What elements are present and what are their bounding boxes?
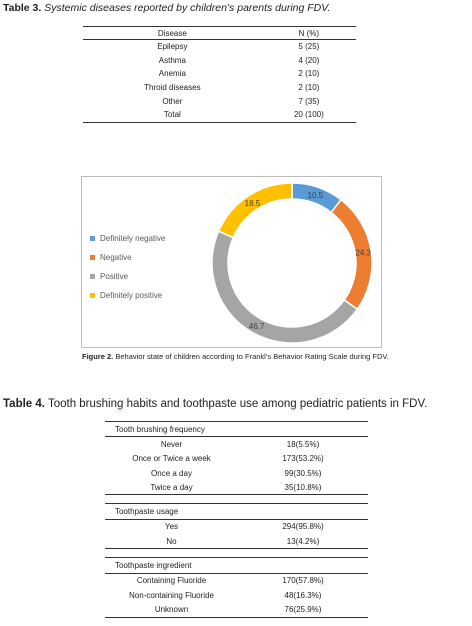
table4-cell: 18(5.5%) [286,439,320,449]
table4-section-header [105,558,368,573]
section-title: Toothpaste ingredient [105,558,238,573]
slice-data-label: 46.7 [248,321,265,331]
table4-caption-text: Tooth brushing habits and toothpaste use among pediatric patients in FDV. [44,398,428,410]
table4-cell: 76(25.9%) [238,602,368,617]
table4-cell: 99(30.5%) [284,468,322,478]
table3-cell: 5 (25) [298,42,320,52]
table4-cell: Once or Twice a week [132,454,211,464]
table3 [83,26,356,123]
table4-cell: Twice a day [105,480,238,495]
table3-cell: Asthma [158,55,186,65]
table4-cell: 48(16.3%) [284,590,322,600]
table-row [105,602,368,617]
table4-cell: No [105,534,238,549]
table-row [105,466,368,480]
table4-cell: Never [160,439,183,449]
table4-cell: 173(53.2%) [282,454,324,464]
legend-label: Definitely positive [100,291,163,300]
table4-cell: Unknown [105,602,238,617]
table4-cell: Yes [164,522,179,532]
table3-header-disease: Disease [83,27,262,40]
table-row [83,94,356,108]
table-row [105,519,368,534]
table4-caption [3,398,427,410]
slice-data-label: 18.5 [244,198,261,208]
figure2-chart [81,176,382,348]
table4-caption-label: Table 4. [3,398,45,410]
table3-caption [3,2,330,14]
table3-cell: Total [83,108,262,122]
section-title: Toothpaste usage [105,504,238,519]
table-row [105,534,368,549]
figure2-caption-label: Figure 2. [82,352,114,361]
table3-caption-label: Table 3. [3,2,42,14]
table-row [105,437,368,452]
table4-cell: Containing Fluoride [136,576,207,586]
legend-label: Definitely negative [100,234,166,243]
table4-cell: Once a day [151,468,192,478]
table-row [105,480,368,495]
table3-cell: 7 (35) [298,96,320,106]
table-row [83,40,356,54]
table-row [83,54,356,68]
doughnut-slice [212,231,357,343]
figure2-caption-text: Behavior state of children according to Frankl’s Behavior Rating Scale during FDV. [113,352,389,361]
table4-cell: Non-containing Fluoride [129,590,214,600]
table4-section-header [105,504,368,519]
table-row [83,67,356,81]
table4-section-header [105,422,368,437]
table3-cell: Throid diseases [144,83,201,93]
legend-label: Negative [100,253,132,262]
slice-data-label: 10.5 [307,190,324,200]
figure2-caption [82,352,389,361]
table3-header-row [83,27,356,40]
table3-cell: 20 (100) [262,108,356,122]
table4-cell: 170(57.8%) [282,576,324,586]
table3-cell: Other [162,96,183,106]
table4 [105,421,368,618]
table3-cell: 4 (20) [298,55,320,65]
legend-label: Positive [100,272,129,281]
table3-cell: 2 (10) [298,69,320,79]
table3-cell: Anemia [158,69,186,79]
table4-cell: 294(95.8%) [282,522,324,532]
slice-data-label: 24.3 [355,248,372,258]
doughnut-chart [82,177,381,347]
doughnut-slice [219,183,292,238]
table-row [105,588,368,602]
table4-cell: 13(4.2%) [238,534,368,549]
table-row [105,573,368,588]
table3-cell: 2 (10) [298,83,320,93]
table3-header-n: N (%) [262,27,356,40]
table4-cell: 35(10.8%) [238,480,368,495]
table-row [83,108,356,122]
table3-caption-text: Systemic diseases reported by children’s parents during FDV. [41,2,331,14]
table-row [83,81,356,95]
table3-cell: Epilepsy [157,42,188,52]
section-title: Tooth brushing frequency [105,422,238,437]
table-row [105,452,368,466]
